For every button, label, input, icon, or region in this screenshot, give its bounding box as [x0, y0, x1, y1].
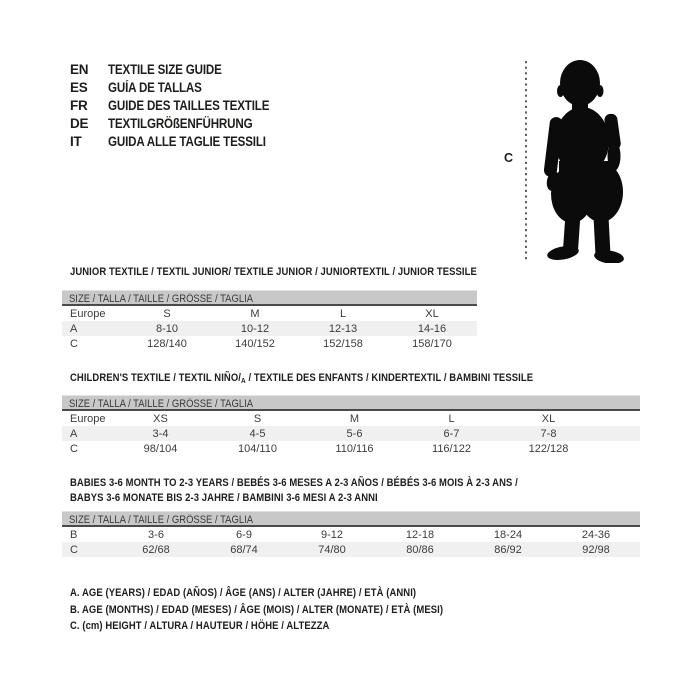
table-title-line2: BABYS 3-6 MONATE BIS 2-3 JAHRE / BAMBINI 3-6 MESI A 2-3 ANNI: [70, 492, 378, 504]
size-cell: 74/80: [318, 543, 346, 556]
size-cell: 12-13: [328, 322, 358, 335]
table-title: [62, 266, 477, 281]
legend-line-a: [70, 586, 504, 603]
language-code: DE: [70, 116, 89, 131]
table-row-age-months: [62, 527, 640, 542]
size-header-bar: [62, 395, 640, 411]
size-cell: L: [339, 307, 347, 320]
language-label: GUIDA ALLE TAGLIE TESSILI: [108, 134, 266, 149]
table-title: [62, 477, 640, 492]
table-row-age: [62, 426, 640, 441]
table-row-age: [62, 321, 477, 336]
size-cell: 80/86: [406, 543, 434, 556]
title-subscript: A: [241, 376, 246, 385]
size-cell: M: [250, 307, 260, 320]
size-cell: 122/128: [528, 442, 569, 455]
size-cell: 128/140: [147, 337, 187, 350]
table-title-text: JUNIOR TEXTILE / TEXTIL JUNIOR/ TEXTILE JUNIOR / JUNIORTEXTIL / JUNIOR TESSILE: [70, 266, 477, 278]
size-cell: 6-9: [236, 528, 252, 541]
row-label: B: [70, 528, 78, 541]
size-cell: 5-6: [346, 427, 363, 440]
size-cell: 9-12: [320, 528, 344, 541]
table-row-height: [62, 336, 477, 351]
language-item-it: [70, 133, 296, 151]
measure-label-c: C: [504, 151, 514, 165]
row-label: A: [70, 322, 78, 335]
size-cell: 7-8: [540, 427, 557, 440]
size-header-text: SIZE / TALLA / TAILLE / GRÖSSE / TAGLIA: [69, 398, 254, 410]
table-title: [62, 372, 640, 387]
size-cell: 3-4: [152, 427, 169, 440]
size-header-text: SIZE / TALLA / TAILLE / GRÖSSE / TAGLIA: [69, 514, 254, 526]
row-label: C: [70, 442, 78, 455]
language-item-es: [70, 79, 296, 97]
title-prefix: CHILDREN'S TEXTILE / TEXTIL NIÑO/: [70, 372, 242, 384]
size-cell: XS: [153, 412, 168, 425]
size-cell: 18-24: [493, 528, 523, 541]
size-cell: S: [253, 412, 262, 425]
size-cell: 86/92: [494, 543, 522, 556]
language-code: ES: [70, 80, 88, 95]
filler-cell: [597, 441, 640, 456]
size-cell: 92/98: [582, 543, 610, 556]
language-label: TEXTILGRÖßENFÜHRUNG: [108, 116, 253, 131]
size-table-babies: [62, 527, 640, 557]
table-row-height: [62, 441, 640, 456]
size-cell: 116/122: [432, 442, 471, 455]
size-cell: 158/170: [412, 337, 452, 350]
language-label: TEXTILE SIZE GUIDE: [108, 62, 222, 77]
measurement-legend: [70, 586, 504, 636]
row-label: C: [70, 337, 78, 350]
language-item-fr: [70, 97, 296, 115]
size-cell: 104/110: [238, 442, 277, 455]
size-cell: 12-18: [405, 528, 435, 541]
legend-line-b: [70, 603, 504, 620]
table-row-europe: [62, 306, 477, 321]
size-table-junior: [62, 306, 477, 351]
filler-cell: [597, 426, 640, 441]
size-cell: XL: [425, 307, 439, 320]
legend-text-c: C. (cm) HEIGHT / ALTURA / HAUTEUR / HÖHE / ALTEZZA: [70, 620, 330, 632]
size-cell: 98/104: [143, 442, 178, 455]
row-label: A: [70, 427, 78, 440]
size-table-children: [62, 411, 640, 456]
size-cell: 8-10: [155, 322, 179, 335]
row-label: Europe: [70, 307, 106, 320]
size-cell: 4-5: [249, 427, 266, 440]
size-header-bar: [62, 511, 640, 527]
language-code: EN: [70, 62, 89, 77]
size-cell: 14-16: [417, 322, 447, 335]
size-cell: 152/158: [323, 337, 363, 350]
table-title-line1: BABIES 3-6 MONTH TO 2-3 YEARS / BEBÉS 3-6 MESES A 2-3 AÑOS / BÉBÉS 3-6 MOIS À 2-3 ANS /: [70, 477, 518, 489]
size-cell: 10-12: [240, 322, 270, 335]
size-cell: 3-6: [148, 528, 164, 541]
table-title-text: [70, 372, 533, 387]
language-label: GUÍA DE TALLAS: [108, 80, 202, 95]
language-label: GUIDE DES TAILLES TEXTILE: [108, 98, 270, 113]
table-row-europe: [62, 411, 640, 426]
size-cell: XL: [541, 412, 556, 425]
language-item-en: [70, 61, 296, 79]
height-measure-line: [524, 61, 528, 262]
size-header-text: SIZE / TALLA / TAILLE / GRÖSSE / TAGLIA: [69, 293, 254, 305]
language-list: [70, 61, 296, 151]
babies-textile-section: [62, 477, 640, 557]
size-cell: 68/74: [230, 543, 258, 556]
table-title: [62, 492, 640, 507]
size-figure: [500, 55, 660, 267]
size-cell: L: [448, 412, 455, 425]
size-cell: M: [349, 412, 360, 425]
children-textile-section: [62, 372, 640, 456]
size-cell: S: [163, 307, 171, 320]
row-label: Europe: [70, 412, 106, 425]
legend-line-c: [70, 619, 504, 636]
size-cell: 140/152: [235, 337, 275, 350]
legend-text-a: A. AGE (YEARS) / EDAD (AÑOS) / ÂGE (ANS) / ALTER (JAHRE) / ETÀ (ANNI): [70, 587, 417, 599]
size-cell: 24-36: [581, 528, 611, 541]
size-header-bar: [62, 290, 477, 306]
row-label: C: [70, 543, 78, 556]
filler-cell: [597, 411, 640, 426]
language-code: IT: [70, 134, 82, 149]
size-cell: 110/116: [335, 442, 374, 455]
legend-text-b: B. AGE (MONTHS) / EDAD (MESES) / ÂGE (MOIS) / ALTER (MONATE) / ETÀ (MESI): [70, 603, 444, 616]
language-code: FR: [70, 98, 88, 113]
table-row-height: [62, 542, 640, 557]
toddler-silhouette-icon: [534, 57, 646, 263]
language-item-de: [70, 115, 296, 133]
size-cell: 62/68: [142, 543, 170, 556]
size-cell: 6-7: [443, 427, 460, 440]
junior-textile-section: [62, 266, 477, 351]
title-suffix: / TEXTILE DES ENFANTS / KINDERTEXTIL / BAMBINI TESSILE: [245, 372, 534, 384]
